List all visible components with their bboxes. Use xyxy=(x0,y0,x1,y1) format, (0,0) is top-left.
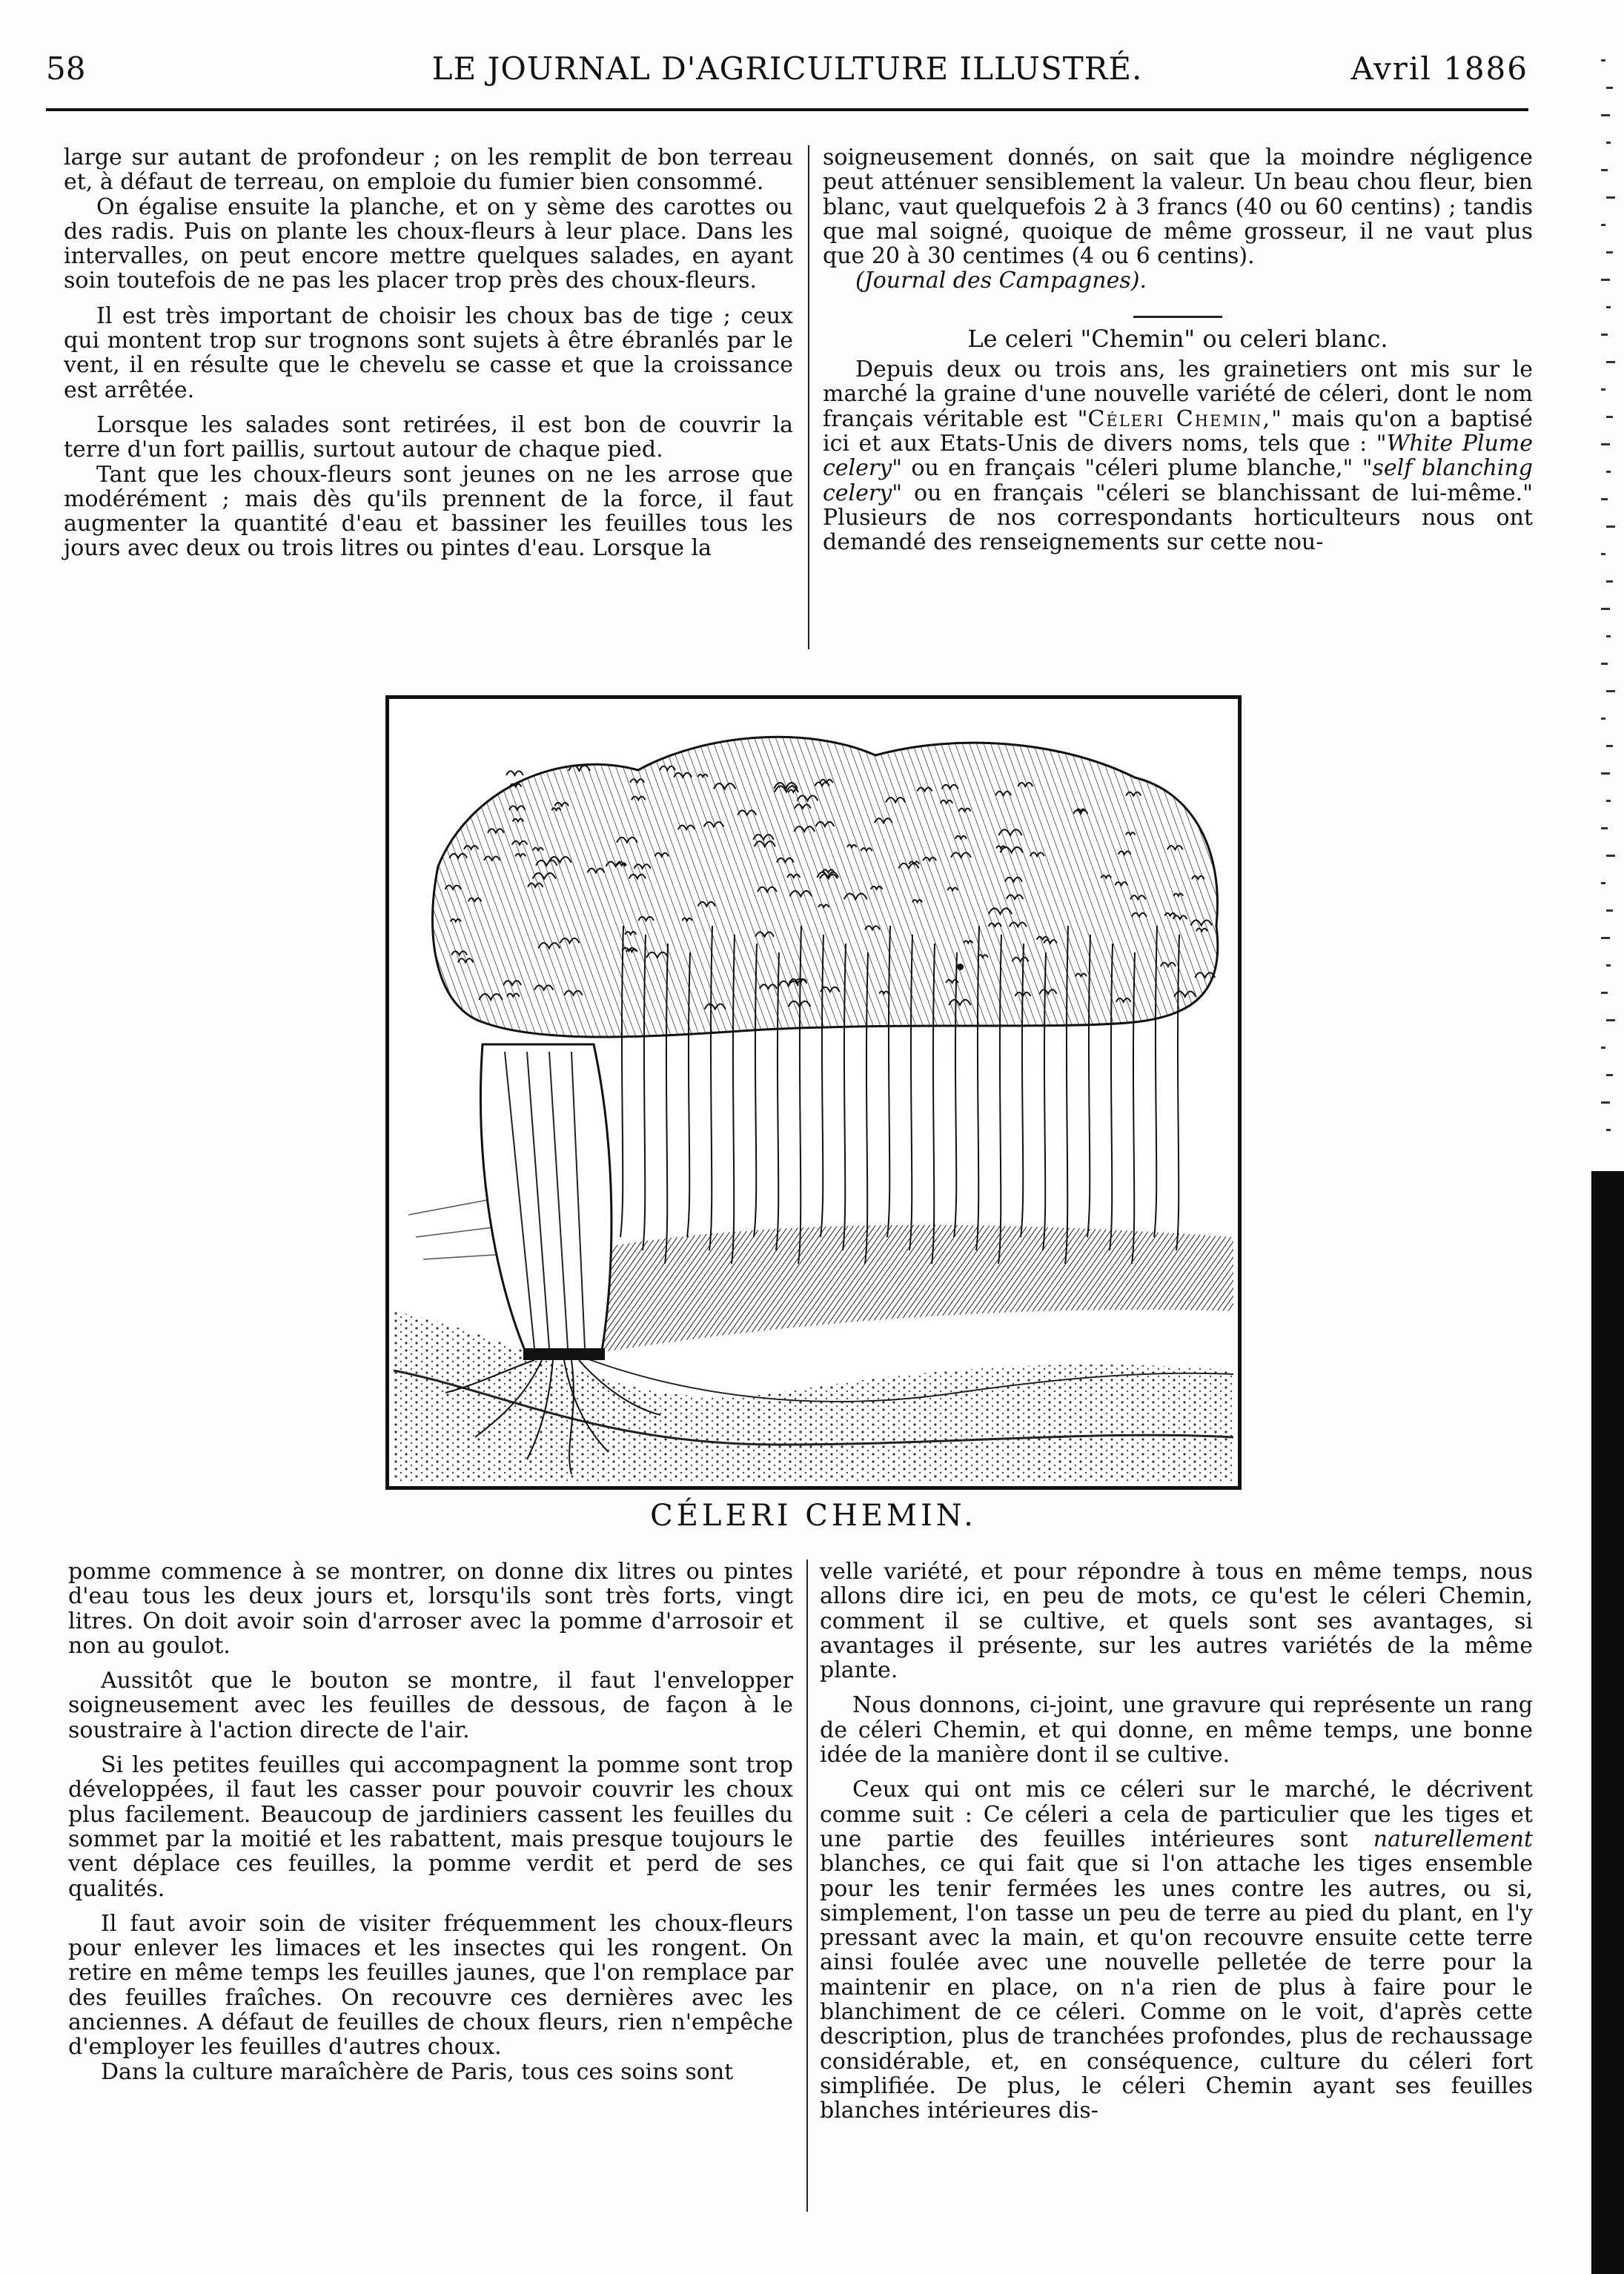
page-header xyxy=(46,50,1528,95)
paragraph: Aussitôt que le bouton se montre, il faut l'envelopper soigneusement avec les feuilles de dessous, de façon à le soustraire à l'action directe de l'air. xyxy=(68,1668,793,1743)
upper-right-column xyxy=(823,145,1533,554)
paragraph: Il est très important de choisir les choux bas de tige ; ceux qui montent trop sur trognons sont sujets à être ébranlés par le vent, il en résulte que le chevelu se casse et que la croissance est arrêtée. xyxy=(64,302,793,403)
paragraph: large sur autant de profondeur ; on les remplit de bon terreau et, à défaut de terreau, on emploie du fumier bien consommé. xyxy=(64,145,793,196)
paragraph: Tant que les choux-fleurs sont jeunes on ne les arrose que modérément ; mais dès qu'ils prennent de la force, il faut augmenter la quantité d'eau et bassiner les feuilles tous les jours avec deux ou trois litres ou pintes d'eau. Lorsque la xyxy=(64,461,793,562)
celery-engraving xyxy=(385,695,1242,1490)
page-number: 58 xyxy=(46,50,86,87)
illustration-caption: CÉLERI CHEMIN. xyxy=(650,1499,977,1533)
scan-edge-marks xyxy=(1601,59,1617,1171)
upper-left-column xyxy=(64,145,793,561)
variety-name: Céleri Chemin, xyxy=(1087,405,1272,432)
paragraph: soigneusement donnés, on sait que la moindre négligence peut atténuer sensiblement la valeur. Un beau chou fleur, bien blanc, vaut quelquefois 2 à 3 francs (40 ou 60 centins) ; tandis que mal soigné, quoique de même grosseur, il ne vaut plus que 20 à 30 centimes (4 ou 6 centins). xyxy=(823,145,1533,270)
paragraph: Depuis deux ou trois ans, les grainetiers ont mis sur le marché la graine d'une nouvelle variété de céleri, dont le nom français véritable est "Céleri Chemin," mais qu'on a baptisé ici et aux Etats-Unis de divers noms, tels que : "White Plume celery" ou en français "céleri plume blanche," "self blanching celery" ou en français "céleri se blanchissant de lui-même." Plusieurs de nos correspondants horticulteurs nous ont demandé des renseignements sur cette nou- xyxy=(823,357,1533,556)
paragraph: Ceux qui ont mis ce céleri sur le marché, le décrivent comme suit : Ce céleri a cela de particulier que les tiges et une partie des feuilles intérieures sont naturellement blanches, ce qui fait que si l'on attache les tiges ensemble pour les tenir fermées les unes contre les autres, ou si, simplement, l'on tasse un peu de terre au pied du plant, en l'y pressant avec la main, et qu'on recouvre ensuite cette terre ainsi foulée avec une nouvelle pelletée de terre pour la maintenir en place, on n'a rien de plus à faire pour le blanchiment de ce céleri. Comme on le voit, d'après cette description, plus de tranchées profondes, plus de rechaussage considérable, et, en conséquence, culture du céleri fort simplifiée. De plus, le céleri Chemin ayant ses feuilles blanches intérieures dis- xyxy=(820,1777,1533,2124)
paragraph: Si les petites feuilles qui accompagnent la pomme sont trop développées, il faut les casser pour pouvoir couvrir les choux plus facilement. Beaucoup de jardiniers cassent les feuilles du sommet par la moitié et les rabattent, mais presque toujours le vent déplace ces feuilles, la pomme verdit et perd de ses qualités. xyxy=(68,1752,793,1902)
paragraph: Nous donnons, ci-joint, une gravure qui représente un rang de céleri Chemin, et qui donne, en même temps, une bonne idée de la manière dont il se cultive. xyxy=(820,1692,1533,1769)
paragraph: On égalise ensuite la planche, et on y sème des carottes ou des radis. Puis on plante les choux-fleurs à leur place. Dans les intervalles, on peut encore mettre quelques salades, en ayant soin toutefois de ne pas les placer trop près des choux-fleurs. xyxy=(64,193,793,294)
article-separator xyxy=(1133,316,1222,318)
lower-left-column xyxy=(68,1559,793,2084)
lower-right-column xyxy=(820,1559,1533,2124)
header-rule xyxy=(46,108,1528,111)
paragraph: velle variété, et pour répondre à tous en même temps, nous allons dire ici, en peu de mots, ce qu'est le céleri Chemin, comment il se cultive, et quels sont ses avantages, si avantages il présente, sur les autres variétés de la même plante. xyxy=(820,1559,1533,1684)
paragraph: Lorsque les salades sont retirées, il est bon de couvrir la terre d'un fort paillis, surtout autour de chaque pied. xyxy=(64,411,793,463)
paragraph: Dans la culture maraîchère de Paris, tous ces soins sont xyxy=(101,2058,734,2085)
paragraph: pomme commence à se montrer, on donne dix litres ou pintes d'eau tous les deux jours et, lorsqu'ils sont très forts, vingt litres. On doit avoir soin d'arroser avec la pomme d'arrosoir et non au goulot. xyxy=(68,1559,793,1659)
column-divider-upper xyxy=(808,145,809,649)
english-name: White Plume celery xyxy=(823,430,1533,482)
column-divider-lower xyxy=(806,1559,808,2212)
english-name: self blanching celery xyxy=(823,455,1533,506)
article-title: Le celeri "Chemin" ou celeri blanc. xyxy=(967,324,1388,353)
scan-edge-shadow xyxy=(1591,1171,1624,2274)
paragraph: Il faut avoir soin de visiter fréquemment les choux-fleurs pour enlever les limaces et les insectes qui les rongent. On retire en même temps les feuilles jaunes, que l'on remplace par des feuilles fraîches. On recouvre ces dernières avec les anciennes. A défaut de feuilles de choux fleurs, rien n'empêche d'employer les feuilles d'autres choux. xyxy=(68,1910,793,2061)
source-citation: (Journal des Campagnes). xyxy=(855,268,1147,294)
journal-title: LE JOURNAL D'AGRICULTURE ILLUSTRÉ. xyxy=(431,50,1143,87)
emphasis: naturellement xyxy=(1373,1826,1533,1852)
celery-row-illustration xyxy=(394,703,1233,1482)
issue-date: Avril 1886 xyxy=(1350,50,1528,87)
ink-speck xyxy=(957,964,964,970)
